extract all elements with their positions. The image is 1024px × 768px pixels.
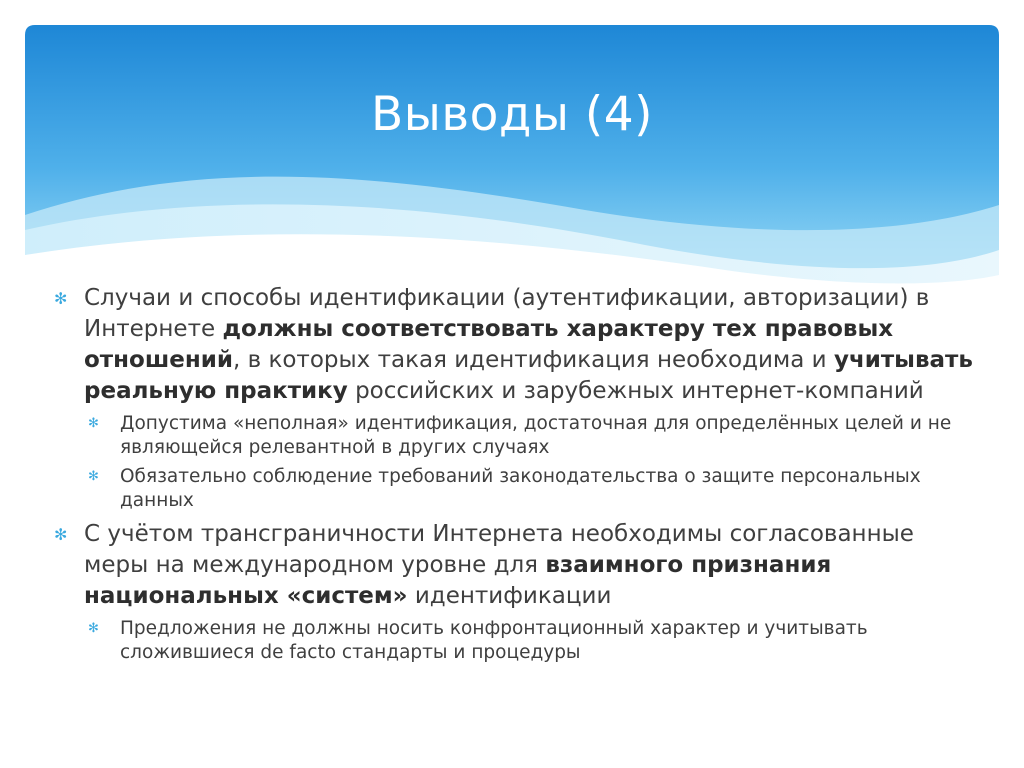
title-banner bbox=[25, 25, 999, 285]
bullet-list bbox=[54, 283, 974, 665]
snowflake-bullet-icon: ✻ bbox=[54, 289, 68, 308]
emphasis: взаимного признания национальных «систем» bbox=[84, 552, 832, 609]
sub-bullet-item: ✻ Допустима «неполная» идентификация, достаточная для определённых целей и не являющейся релевантной в других случаях bbox=[88, 413, 952, 458]
slide-title: Выводы (4) bbox=[371, 87, 653, 142]
bullet-item: ✻ Случаи и способы идентификации (аутентификации, авторизации) в Интернете должны соответствовать характеру тех правовых отношений, в которых такая идентификация необходима и учитывать реальную практику российских и зарубежных интернет-компаний bbox=[54, 285, 973, 404]
snowflake-bullet-icon: ✻ bbox=[54, 525, 68, 544]
emphasis: должны соответствовать характеру тех правовых отношений bbox=[84, 316, 894, 373]
sub-bullet-item: ✻ Обязательно соблюдение требований законодательства о защите персональных данных bbox=[88, 466, 921, 511]
bullet-item: ✻ С учётом трансграничности Интернета необходимы согласованные меры на международном уровне для взаимного признания национальных «систем» идентификации bbox=[54, 521, 914, 609]
snowflake-bullet-icon: ✻ bbox=[88, 621, 99, 636]
snowflake-bullet-icon: ✻ bbox=[88, 416, 99, 431]
sub-bullet-item: ✻ Предложения не должны носить конфронтационный характер и учитывать сложившиеся de facto стандарты и процедуры bbox=[88, 618, 868, 663]
wave-background bbox=[25, 25, 999, 285]
emphasis: учитывать реальную практику bbox=[84, 347, 973, 404]
snowflake-bullet-icon: ✻ bbox=[88, 469, 99, 484]
